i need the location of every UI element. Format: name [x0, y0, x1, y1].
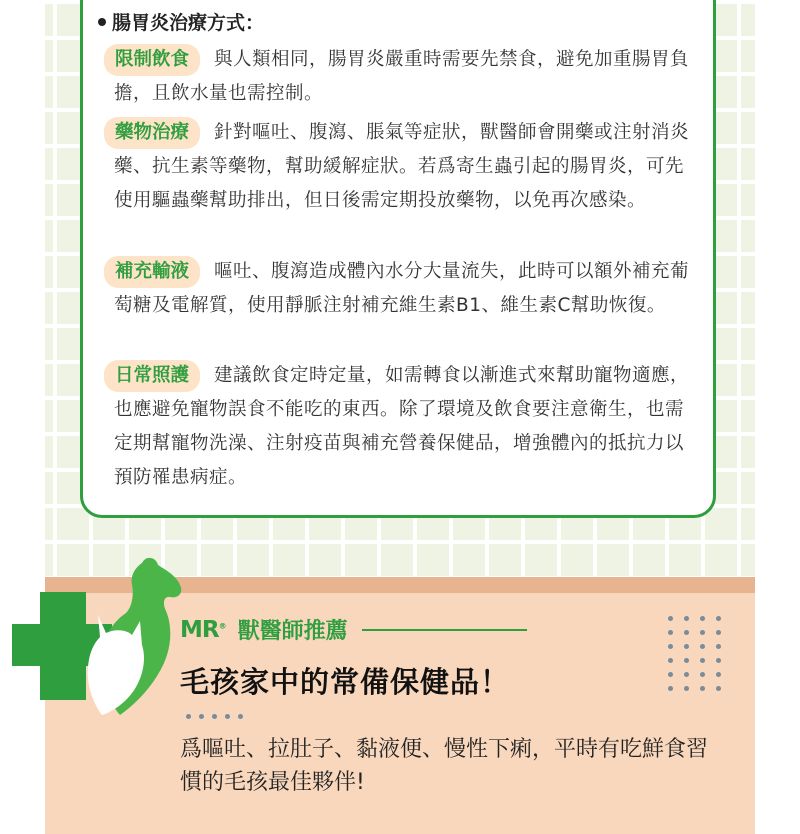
bullet-icon	[98, 18, 106, 26]
section-daily-care-text: 建議飲食定時定量，如需轉食以漸進式來幫助寵物適應，也應避免寵物誤食不能吃的東西。除了環境及飲食要注意衛生，也需定期幫寵物洗澡、注射疫苗與補充營養保健品，增強體內的抵抗力以預防罹患病症。	[114, 365, 690, 488]
tag-daily-care: 日常照護	[104, 360, 200, 392]
small-dots-decoration	[186, 714, 243, 719]
dot-grid-decoration	[668, 616, 724, 691]
brand-row	[180, 614, 527, 645]
registered-mark: ®	[218, 620, 226, 630]
logo-text: MR	[180, 616, 219, 643]
section-daily-care	[114, 359, 699, 495]
section-fluids	[114, 255, 699, 323]
tag-diet: 限制飲食	[104, 44, 200, 76]
card-heading-text: 腸胃炎治療方式：	[112, 12, 265, 34]
section-diet	[114, 43, 699, 111]
card-heading	[98, 8, 264, 35]
banner-headline: 毛孩家中的常備保健品！	[180, 665, 511, 699]
section-medication	[114, 116, 699, 218]
section-medication-text: 針對嘔吐、腹瀉、脹氣等症狀，獸醫師會開藥或注射消炎藥、抗生素等藥物，幫助緩解症狀。若爲寄生蟲引起的腸胃炎，可先使用驅蟲藥幫助排出，但日後需定期投放藥物，以免再次感染。	[114, 122, 690, 211]
section-fluids-text: 嘔吐、腹瀉造成體內水分大量流失，此時可以額外補充葡萄糖及電解質，使用靜脈注射補充維生素B1、維生素C幫助恢復。	[114, 261, 690, 316]
section-diet-text: 與人類相同，腸胃炎嚴重時需要先禁食，避免加重腸胃負擔，且飲水量也需控制。	[114, 49, 690, 104]
banner-description: 爲嘔吐、拉肚子、黏液便、慢性下痢，平時有吃鮮食習慣的毛孩最佳夥伴!	[180, 737, 709, 795]
brand-logo	[180, 617, 226, 643]
tag-fluids: 補充輸液	[104, 256, 200, 288]
brand-title: 獸醫師推薦	[237, 618, 348, 644]
tag-medication: 藥物治療	[104, 117, 200, 149]
brand-divider	[362, 629, 527, 631]
pet-silhouette-icon	[80, 555, 190, 720]
